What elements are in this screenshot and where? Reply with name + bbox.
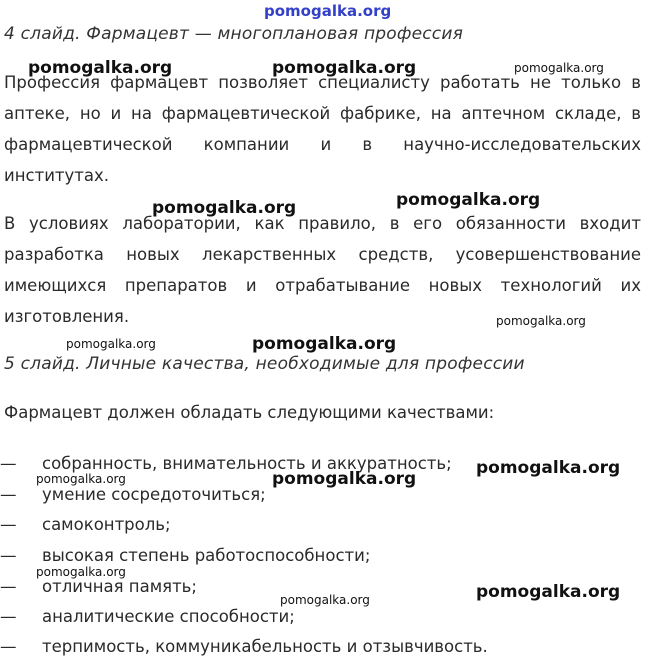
list-item-text: умение сосредоточиться; bbox=[42, 485, 266, 504]
watermark: pomogalka.org bbox=[476, 582, 621, 602]
watermark: pomogalka.org bbox=[396, 190, 541, 210]
dash-bullet: — bbox=[0, 485, 17, 504]
watermark: pomogalka.org bbox=[476, 458, 621, 478]
dash-bullet: — bbox=[0, 515, 17, 534]
dash-bullet: — bbox=[0, 637, 17, 656]
paragraph-1-line-1: Профессия фармацевт позволяет специалисту работать не только в bbox=[4, 73, 641, 92]
list-item-text: самоконтроль; bbox=[42, 515, 171, 534]
slide-5-title: 5 слайд. Личные качества, необходимые для профессии bbox=[4, 354, 525, 374]
paragraph-1-line-4: институтах. bbox=[4, 166, 110, 185]
watermark: pomogalka.org bbox=[514, 61, 604, 75]
watermark: pomogalka.org bbox=[252, 334, 397, 354]
list-item-text: высокая степень работоспособности; bbox=[42, 546, 371, 565]
watermark: pomogalka.org bbox=[66, 337, 156, 351]
watermark: pomogalka.org bbox=[28, 58, 173, 78]
list-item-text: собранность, внимательность и аккуратность; bbox=[42, 454, 452, 473]
qualities-intro: Фармацевт должен обладать следующими качествами: bbox=[4, 403, 495, 422]
dash-bullet: — bbox=[0, 546, 17, 565]
watermark: pomogalka.org bbox=[496, 314, 586, 328]
list-item-text: терпимость, коммуникабельность и отзывчивость. bbox=[42, 637, 488, 656]
dash-bullet: — bbox=[0, 454, 17, 473]
watermark: pomogalka.org bbox=[36, 565, 126, 579]
paragraph-1-line-3: фармацевтической компании и в научно-исследовательских bbox=[4, 135, 641, 154]
paragraph-2-line-2: разработка новых лекарственных средств, усовершенствование bbox=[4, 245, 641, 264]
watermark: pomogalka.org bbox=[280, 593, 370, 607]
paragraph-2-line-1: В условиях лаборатории, как правило, в его обязанности входит bbox=[4, 214, 641, 233]
watermark: pomogalka.org bbox=[272, 469, 417, 489]
paragraph-2-line-3: имеющихся препаратов и отрабатывание новых технологий их bbox=[4, 276, 641, 295]
watermark-top: pomogalka.org bbox=[264, 2, 392, 20]
list-item-text: аналитические способности; bbox=[42, 607, 295, 626]
dash-bullet: — bbox=[0, 607, 17, 626]
watermark: pomogalka.org bbox=[152, 198, 297, 218]
paragraph-2-line-4: изготовления. bbox=[4, 307, 130, 326]
paragraph-1-line-2: аптеке, но и на фармацевтической фабрике, на аптечном складе, в bbox=[4, 104, 641, 123]
watermark: pomogalka.org bbox=[272, 58, 417, 78]
watermark: pomogalka.org bbox=[36, 472, 126, 486]
dash-bullet: — bbox=[0, 577, 17, 596]
list-item-text: отличная память; bbox=[42, 577, 197, 596]
slide-4-title: 4 слайд. Фармацевт — многоплановая профессия bbox=[4, 24, 464, 44]
